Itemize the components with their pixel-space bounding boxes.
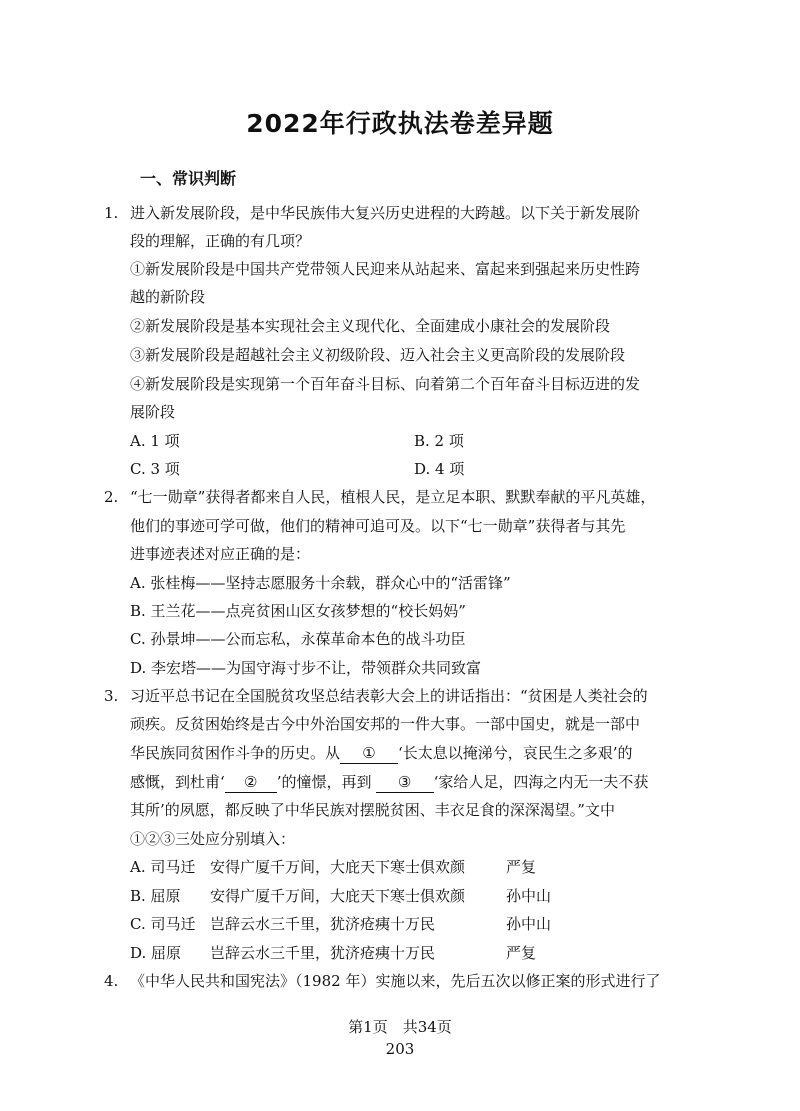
question-1-item-line: ③新发展阶段是超越社会主义初级阶段、迈入社会主义更高阶段的发展阶段	[130, 346, 626, 364]
question-3-option-b-blank3: 孙中山	[506, 887, 552, 905]
question-1-option-b: B. 2 项	[414, 432, 464, 450]
question-3-stem-line: 顽疾。反贫困始终是古今中外治国安邦的一件大事。一部中国史，就是一部中	[130, 715, 641, 733]
question-2-stem-line: 他们的事迹可学可做，他们的精神可追可及。以下“七一勋章”获得者与其先	[130, 517, 626, 535]
question-3-option-c-label: C. 司马迁	[130, 915, 196, 933]
section-heading: 一、常识判断	[140, 169, 237, 188]
question-3-stem-text: 华民族同贫困作斗争的历史。从	[130, 744, 341, 762]
question-3-stem-line: 习近平总书记在全国脱贫攻坚总结表彰大会上的讲话指出：“贫困是人类社会的	[130, 687, 648, 705]
fill-blank-2: ②	[225, 772, 277, 793]
question-3-option-c-blank2: 岂辞云水三千里，犹济疮痍十万民	[210, 915, 436, 933]
question-3-stem-text: 感慨，到杜甫‘	[130, 773, 225, 791]
document-title: 2022年行政执法卷差异题	[246, 109, 554, 138]
question-2-stem-line: 进事迹表述对应正确的是：	[130, 545, 311, 563]
question-3-option-c-blank3: 孙中山	[506, 915, 552, 933]
question-3-number: 3.	[104, 687, 119, 705]
page-number: 203	[385, 1040, 415, 1058]
page-indicator: 第1页 共34页	[348, 1018, 452, 1036]
question-1-option-c: C. 3 项	[130, 460, 180, 478]
question-1-option-a: A. 1 项	[130, 432, 180, 450]
question-1-item-line: 越的新阶段	[130, 288, 206, 306]
question-3-stem-text: ‘长太息以掩涕兮，哀民生之多艰’的	[398, 744, 633, 762]
question-3-option-a-blank3: 严复	[506, 858, 537, 876]
question-2-number: 2.	[104, 488, 119, 506]
question-3-stem-line	[130, 772, 648, 793]
question-3-stem-line: 其所’的夙愿，都反映了中华民族对摆脱贫困、丰衣足食的深深渴望。”文中	[130, 801, 615, 819]
question-3-stem-line	[130, 743, 633, 764]
fill-blank-1: ①	[340, 743, 398, 764]
question-3-option-d-label: D. 屈原	[130, 944, 182, 962]
question-3-option-a-blank2: 安得广厦千万间，大庇天下寒士俱欢颜	[210, 858, 466, 876]
question-1-item-line: ④新发展阶段是实现第一个百年奋斗目标、向着第二个百年奋斗目标迈进的发	[130, 375, 641, 393]
question-2-option-d: D. 李宏塔——为国守海寸步不让，带领群众共同致富	[130, 659, 482, 677]
question-1-stem-line: 进入新发展阶段，是中华民族伟大复兴历史进程的大跨越。以下关于新发展阶	[130, 204, 641, 222]
question-1-item-line: ②新发展阶段是基本实现社会主义现代化、全面建成小康社会的发展阶段	[130, 317, 611, 335]
question-3-option-a-label: A. 司马迁	[130, 858, 196, 876]
question-4-stem-line: 《中华人民共和国宪法》（1982 年）实施以来，先后五次以修正案的形式进行了	[130, 972, 661, 990]
question-3-option-b-blank2: 安得广厦千万间，大庇天下寒士俱欢颜	[210, 887, 466, 905]
fill-blank-3: ③	[376, 772, 434, 793]
question-1-number: 1.	[104, 204, 119, 222]
question-3-option-d-blank3: 严复	[506, 944, 537, 962]
question-1-item-line: 展阶段	[130, 403, 176, 421]
question-1-stem-line: 段的理解，正确的有几项？	[130, 232, 311, 250]
question-2-option-a: A. 张桂梅——坚持志愿服务十余载，群众心中的“活雷锋”	[130, 574, 511, 592]
question-1-option-d: D. 4 项	[414, 460, 465, 478]
question-3-stem-text: ’的憧憬，再到	[276, 773, 372, 791]
question-3-option-b-label: B. 屈原	[130, 887, 181, 905]
question-2-option-c: C. 孙景坤——公而忘私，永葆革命本色的战斗功臣	[130, 630, 466, 648]
question-3-option-d-blank2: 岂辞云水三千里，犹济疮痍十万民	[210, 944, 436, 962]
question-3-stem-line: ①②③三处应分别填入：	[130, 830, 296, 848]
question-2-option-b: B. 王兰花——点亮贫困山区女孩梦想的“校长妈妈”	[130, 602, 466, 620]
question-2-stem-line: “七一勋章”获得者都来自人民，植根人民，是立足本职、默默奉献的平凡英雄，	[130, 488, 656, 506]
question-1-item-line: ①新发展阶段是中国共产党带领人民迎来从站起来、富起来到强起来历史性跨	[130, 260, 641, 278]
question-4-number: 4.	[104, 972, 119, 990]
question-3-stem-text: ‘家给人足，四海之内无一夫不获	[433, 773, 649, 791]
